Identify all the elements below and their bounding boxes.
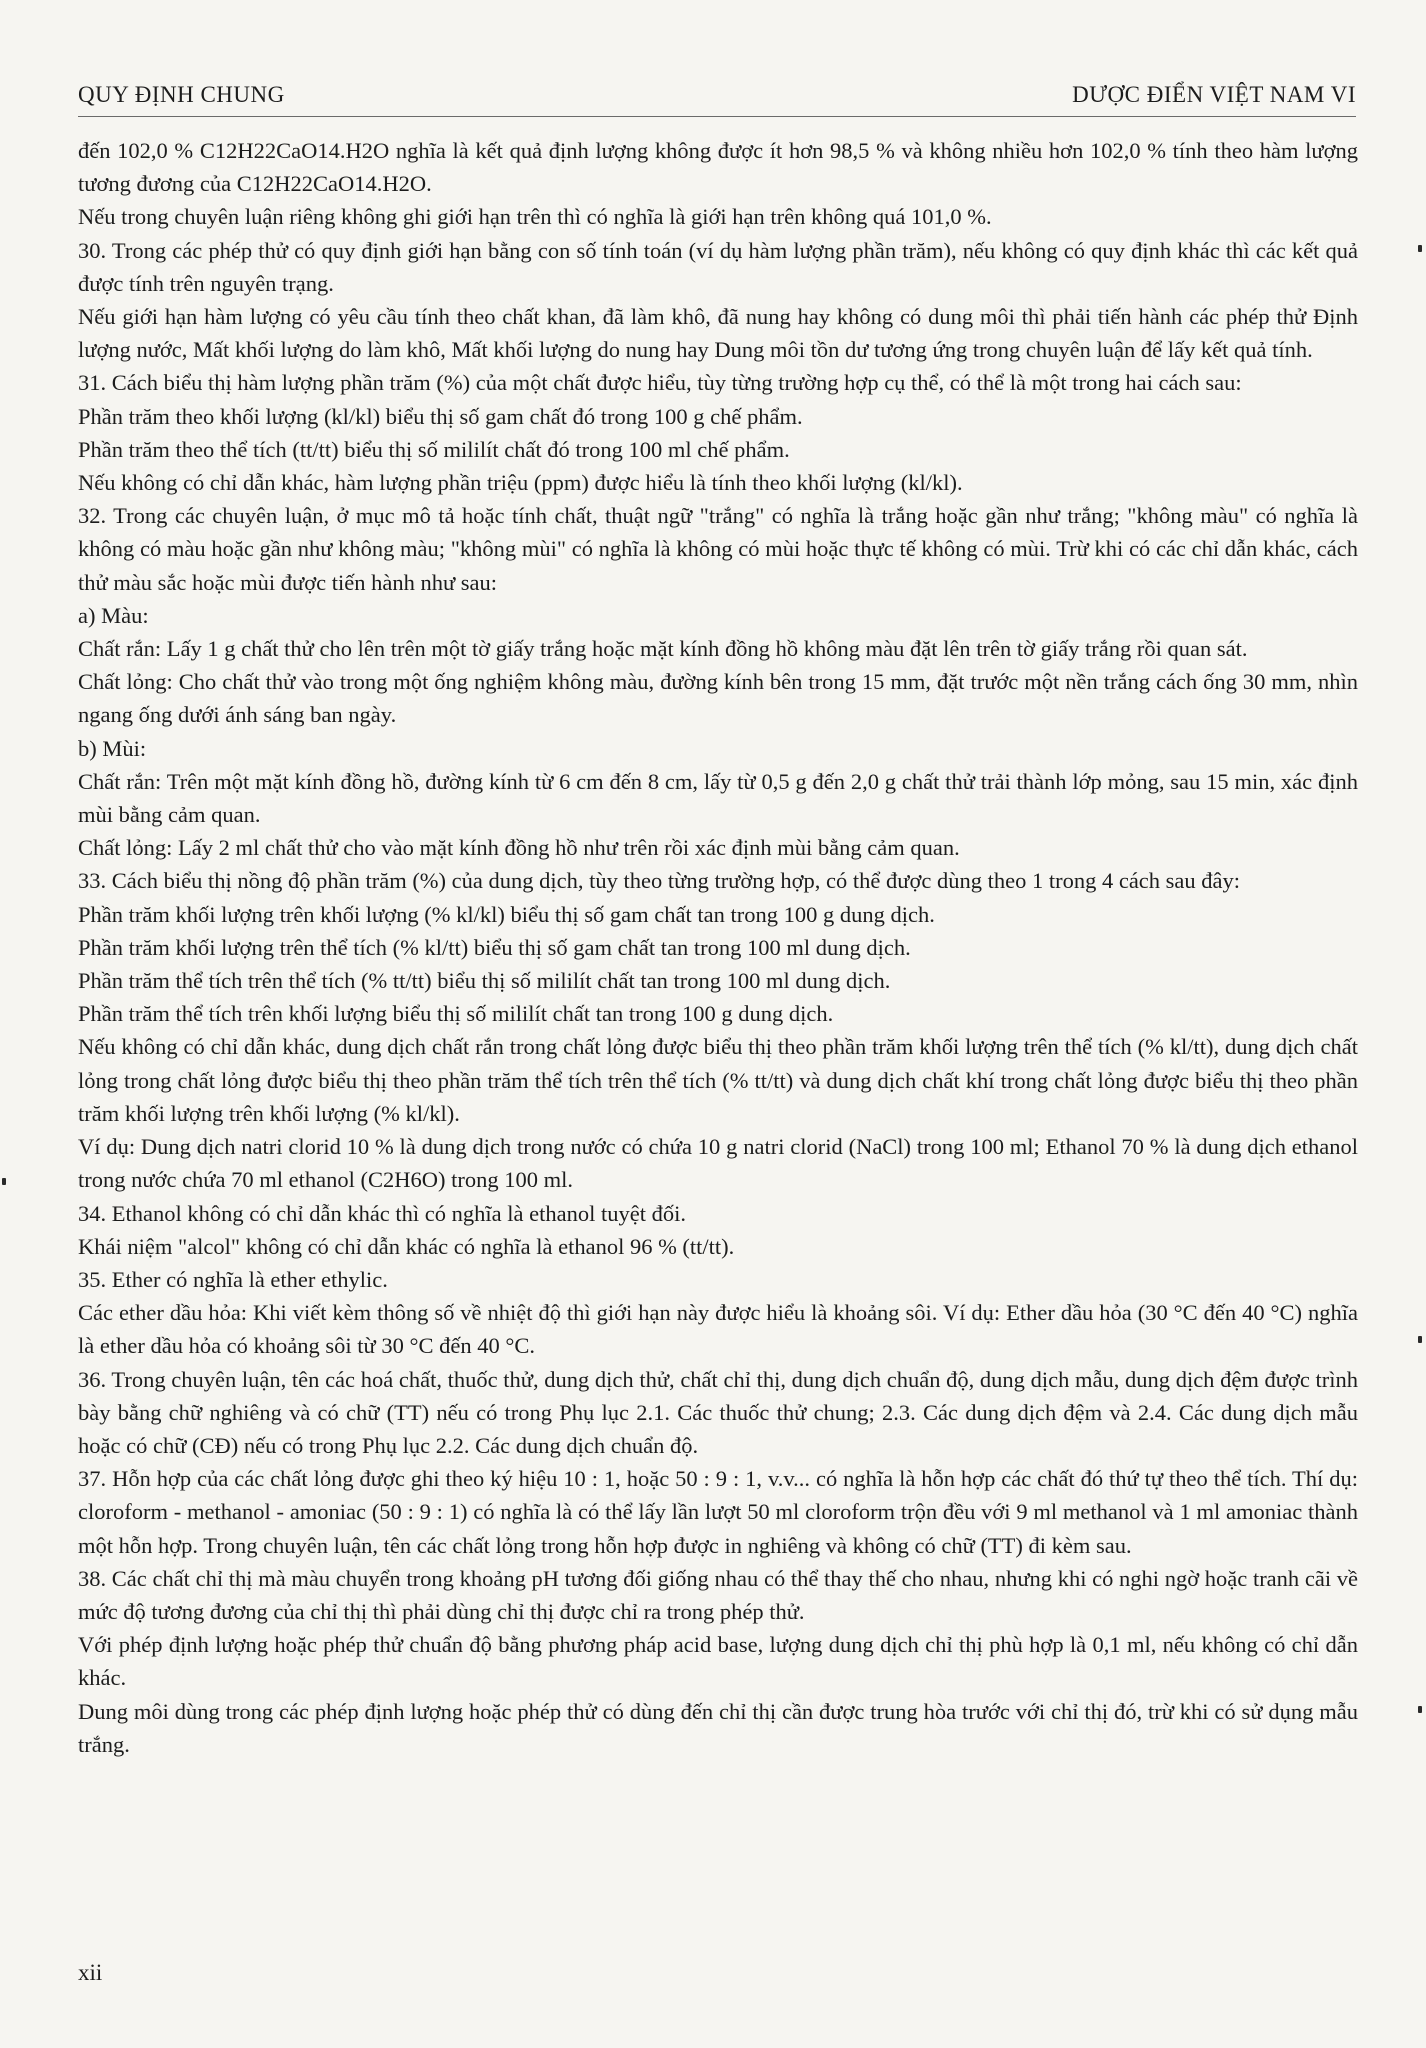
scan-mark xyxy=(1418,1706,1422,1713)
scan-mark xyxy=(1418,1336,1422,1343)
paragraph: Khái niệm "alcol" không có chỉ dẫn khác có nghĩa là ethanol 96 % (tt/tt). xyxy=(78,1233,735,1259)
paragraph: Chất rắn: Lấy 1 g chất thử cho lên trên một tờ giấy trắng hoặc mặt kính đồng hồ không màu đặt lên trên tờ giấy trắng rồi quan sát. xyxy=(78,636,1248,662)
paragraph: Chất lỏng: Cho chất thử vào trong một ống nghiệm không màu, đường kính bên trong 15 mm, đặt trước một nền trắng cách ống 30 mm, nhìn ngang ống dưới ánh sáng ban ngày. xyxy=(78,669,1358,728)
paragraph: Nếu trong chuyên luận riêng không ghi giới hạn trên thì có nghĩa là giới hạn trên không quá 101,0 %. xyxy=(78,204,992,230)
paragraph: Phần trăm thể tích trên thể tích (% tt/tt) biểu thị số mililít chất tan trong 100 ml dung dịch. xyxy=(78,968,891,994)
paragraph: Với phép định lượng hoặc phép thử chuẩn độ bằng phương pháp acid base, lượng dung dịch chỉ thị phù hợp là 0,1 ml, nếu không có chỉ dẫn khác. xyxy=(78,1632,1358,1691)
paragraph: 30. Trong các phép thử có quy định giới hạn bằng con số tính toán (ví dụ hàm lượng phần trăm), nếu không có quy định khác thì các kết quả được tính trên nguyên trạng. xyxy=(78,237,1358,296)
paragraph: Chất rắn: Trên một mặt kính đồng hồ, đường kính từ 6 cm đến 8 cm, lấy từ 0,5 g đến 2,0 g chất thử trải thành lớp mỏng, sau 15 min, xác định mùi bằng cảm quan. xyxy=(78,768,1358,828)
paragraph: Phần trăm thể tích trên khối lượng biểu thị số mililít chất tan trong 100 g dung dịch. xyxy=(78,1001,834,1027)
paragraph: 34. Ethanol không có chỉ dẫn khác thì có nghĩa là ethanol tuyệt đối. xyxy=(78,1200,686,1226)
paragraph: Nếu giới hạn hàm lượng có yêu cầu tính theo chất khan, đã làm khô, đã nung hay không có dung môi thì phải tiến hành các phép thử Định lượng nước, Mất khối lượng do làm khô, Mất khối lượng do nung hay Dung môi tồn dư tương ứng trong chuyên luận để lấy kết quả tính. xyxy=(78,304,1358,363)
header-book-title: DƯỢC ĐIỂN VIỆT NAM VI xyxy=(1072,82,1356,107)
running-header xyxy=(78,82,1356,117)
paragraph: Nếu không có chỉ dẫn khác, dung dịch chất rắn trong chất lỏng được biểu thị theo phần trăm khối lượng trên thể tích (% kl/tt), dung dịch chất lỏng trong chất lỏng được biểu thị theo phần trăm thể tích trên thể tích (% tt/tt) và dung dịch chất khí trong chất lỏng được biểu thị theo phần trăm khối lượng trên khối lượng (% kl/kl). xyxy=(78,1034,1358,1126)
paragraph: 35. Ether có nghĩa là ether ethylic. xyxy=(78,1266,388,1292)
paragraph: Các ether dầu hỏa: Khi viết kèm thông số về nhiệt độ thì giới hạn này được hiểu là khoảng sôi. Ví dụ: Ether dầu hỏa (30 °C đến 40 °C) nghĩa là ether dầu hỏa có khoảng sôi từ 30 °C đến 40 °C. xyxy=(78,1300,1358,1359)
paragraph: 38. Các chất chỉ thị mà màu chuyển trong khoảng pH tương đối giống nhau có thể thay thế cho nhau, nhưng khi có nghi ngờ hoặc tranh cãi về mức độ tương đương của chỉ thị thì phải dùng chỉ thị được chỉ ra trong phép thử. xyxy=(78,1565,1358,1624)
header-section-title: QUY ĐỊNH CHUNG xyxy=(78,82,285,107)
paragraph: 33. Cách biểu thị nồng độ phần trăm (%) của dung dịch, tùy theo từng trường hợp, có thể được dùng theo 1 trong 4 cách sau đây: xyxy=(78,868,1241,894)
paragraph: b) Mùi: xyxy=(78,735,147,761)
scan-mark xyxy=(1418,245,1422,252)
paragraph: Chất lỏng: Lấy 2 ml chất thử cho vào mặt kính đồng hồ như trên rồi xác định mùi bằng cảm quan. xyxy=(78,835,960,861)
paragraph: Phần trăm theo thể tích (tt/tt) biểu thị số mililít chất đó trong 100 ml chế phẩm. xyxy=(78,436,790,462)
paragraph: a) Màu: xyxy=(78,602,149,628)
paragraph: Phần trăm khối lượng trên thể tích (% kl/tt) biểu thị số gam chất tan trong 100 ml dung dịch. xyxy=(78,934,911,960)
paragraph: 31. Cách biểu thị hàm lượng phần trăm (%) của một chất được hiểu, tùy từng trường hợp cụ thể, có thể là một trong hai cách sau: xyxy=(78,370,1242,396)
paragraph: đến 102,0 % C12H22CaO14.H2O nghĩa là kết quả định lượng không được ít hơn 98,5 % và không nhiều hơn 102,0 % tính theo hàm lượng tương đương của C12H22CaO14.H2O. xyxy=(78,138,1358,197)
paragraph: Nếu không có chỉ dẫn khác, hàm lượng phần triệu (ppm) được hiểu là tính theo khối lượng (kl/kl). xyxy=(78,470,963,496)
paragraph: Phần trăm khối lượng trên khối lượng (% kl/kl) biểu thị số gam chất tan trong 100 g dung dịch. xyxy=(78,901,935,927)
paragraph: 36. Trong chuyên luận, tên các hoá chất, thuốc thử, dung dịch thử, chất chỉ thị, dung dịch chuẩn độ, dung dịch mẫu, dung dịch đệm được trình bày bằng chữ nghiêng và có chữ (TT) nếu có trong Phụ lục 2.1. Các thuốc thử chung; 2.3. Các dung dịch đệm và 2.4. Các dung dịch mẫu hoặc có chữ (CĐ) nếu có trong Phụ lục 2.2. Các dung dịch chuẩn độ. xyxy=(78,1366,1358,1458)
paragraph: Dung môi dùng trong các phép định lượng hoặc phép thử có dùng đến chỉ thị cần được trung hòa trước với chỉ thị đó, trừ khi có sử dụng mẫu trắng. xyxy=(78,1698,1358,1757)
paragraph: 37. Hỗn hợp của các chất lỏng được ghi theo ký hiệu 10 : 1, hoặc 50 : 9 : 1, v.v... có nghĩa là hỗn hợp các chất đó thứ tự theo thể tích. Thí dụ: cloroform - methanol - amoniac (50 : 9 : 1) có nghĩa là có thể lấy lần lượt 50 ml cloroform trộn đều với 9 ml methanol và 1 ml amoniac thành một hỗn hợp. Trong chuyên luận, tên các chất lỏng trong hỗn hợp được in nghiêng và không có chữ (TT) đi kèm sau. xyxy=(78,1466,1358,1558)
body-text xyxy=(78,134,1358,1761)
scan-mark xyxy=(2,1178,6,1185)
paragraph: 32. Trong các chuyên luận, ở mục mô tả hoặc tính chất, thuật ngữ "trắng" có nghĩa là trắng hoặc gần như trắng; "không màu" có nghĩa là không có màu hoặc gần như không màu; "không mùi" có nghĩa là không có mùi hoặc thực tế không có mùi. Trừ khi có các chỉ dẫn khác, cách thử màu sắc hoặc mùi được tiến hành như sau: xyxy=(78,503,1358,595)
paragraph: Ví dụ: Dung dịch natri clorid 10 % là dung dịch trong nước có chứa 10 g natri clorid (NaCl) trong 100 ml; Ethanol 70 % là dung dịch ethanol trong nước chứa 70 ml ethanol (C2H6O) trong 100 ml. xyxy=(78,1134,1358,1193)
page-number: xii xyxy=(78,1960,103,1985)
paragraph: Phần trăm theo khối lượng (kl/kl) biểu thị số gam chất đó trong 100 g chế phẩm. xyxy=(78,403,803,429)
